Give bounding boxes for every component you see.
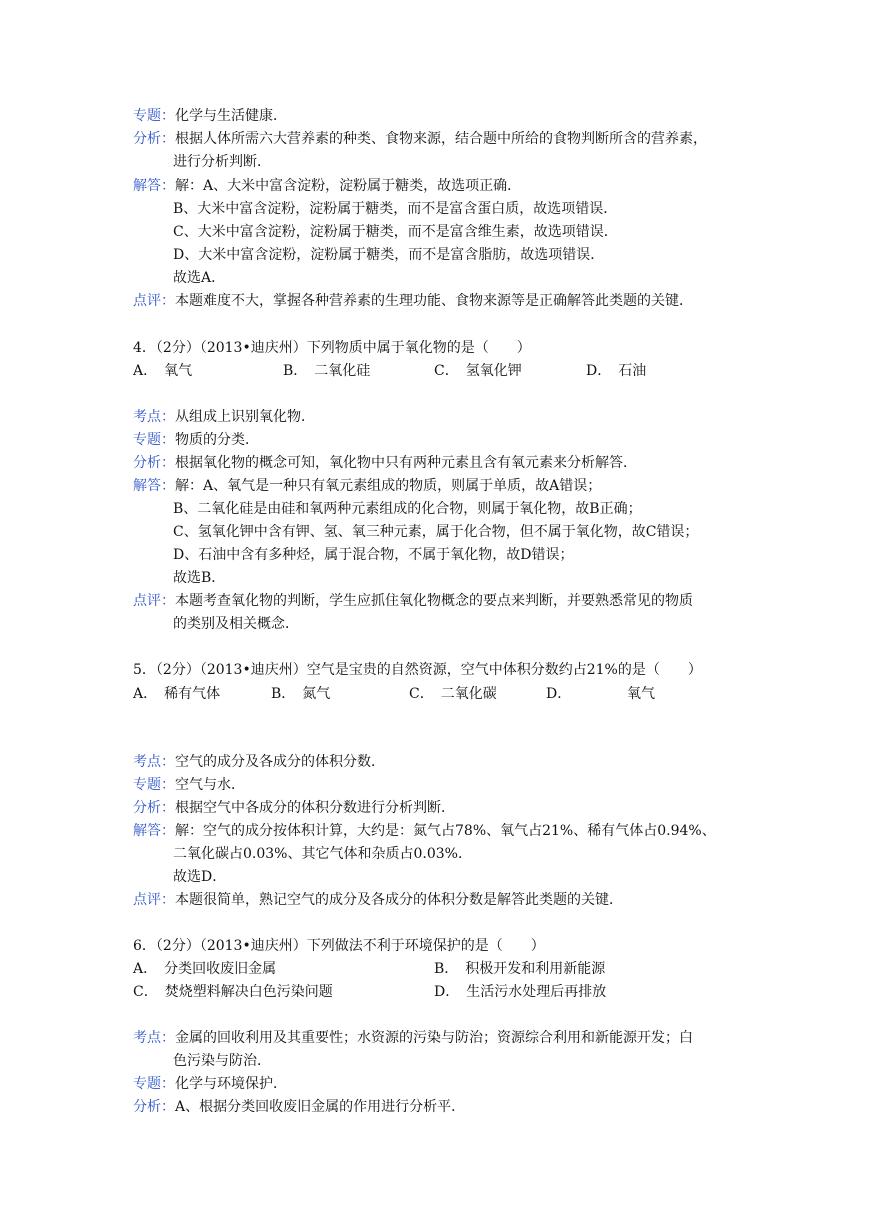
analysis-text-cont: 进行分析判断． bbox=[173, 154, 271, 170]
kaodian-row bbox=[133, 408, 315, 426]
option-d-letter: D． bbox=[546, 686, 572, 702]
analysis-text: A、根据分类回收废旧金属的作用进行分析平． bbox=[175, 1099, 466, 1115]
option-d: D． 石油 bbox=[586, 363, 647, 379]
topic-label: 专题： bbox=[133, 108, 175, 124]
kaodian-text: 金属的回收利用及其重要性；水资源的污染与防治；资源综合利用和新能源开发；白 bbox=[175, 1030, 693, 1046]
answer-line: D、大米中富含淀粉，淀粉属于糖类，而不是富含脂肪，故选项错误． bbox=[173, 247, 605, 263]
analysis-label: 分析： bbox=[133, 800, 175, 816]
option-a: A． 稀有气体 bbox=[133, 686, 221, 702]
answer-line: 故选A． bbox=[173, 270, 226, 286]
topic-label: 专题： bbox=[133, 432, 175, 448]
option-b: B． 积极开发和利用新能源 bbox=[434, 961, 606, 977]
answer-line: 故选D． bbox=[173, 869, 227, 885]
comment-row bbox=[133, 592, 693, 610]
topic-text: 化学与生活健康． bbox=[175, 108, 287, 124]
comment-row bbox=[133, 292, 693, 310]
question-stem: 6．（2分）（2013•迪庆州）下列做法不利于环境保护的是（ ） bbox=[133, 938, 545, 954]
analysis-text: 根据空气中各成分的体积分数进行分析判断． bbox=[175, 800, 455, 816]
option-c: C． 焚烧塑料解决白色污染问题 bbox=[133, 984, 333, 1000]
kaodian-row bbox=[133, 1029, 693, 1047]
question-stem: 4．（2分）（2013•迪庆州）下列物质中属于氧化物的是（ ） bbox=[133, 340, 531, 356]
kaodian-text: 从组成上识别氧化物． bbox=[175, 409, 315, 425]
comment-label: 点评： bbox=[133, 892, 175, 908]
option-b: B． 氮气 bbox=[271, 686, 331, 702]
option-a: A． 氧气 bbox=[133, 363, 193, 379]
answer-line: D、石油中含有多种烃，属于混合物，不属于氧化物，故D错误； bbox=[173, 547, 574, 563]
answer-row bbox=[133, 177, 521, 195]
kaodian-text: 空气的成分及各成分的体积分数． bbox=[175, 754, 385, 770]
answer-row bbox=[133, 822, 716, 840]
comment-text: 本题难度不大，掌握各种营养素的生理功能、食物来源等是正确解答此类题的关键． bbox=[175, 293, 693, 309]
answer-label: 解答： bbox=[133, 178, 175, 194]
kaodian-row bbox=[133, 753, 385, 771]
answer-row bbox=[133, 477, 601, 495]
analysis-label: 分析： bbox=[133, 131, 175, 147]
comment-text: 本题考查氧化物的判断，学生应抓住氧化物概念的要点来判断，并要熟悉常见的物质 bbox=[175, 593, 693, 609]
option-d: D． 生活污水处理后再排放 bbox=[434, 984, 607, 1000]
analysis-text: 根据氧化物的概念可知，氧化物中只有两种元素且含有氧元素来分析解答． bbox=[175, 455, 637, 471]
option-c: C． 氢氧化钾 bbox=[434, 363, 522, 379]
analysis-row bbox=[133, 799, 455, 817]
topic-label: 专题： bbox=[133, 1076, 175, 1092]
answer-line: B、二氧化硅是由硅和氧两种元素组成的化合物，则属于氧化物，故B正确； bbox=[173, 501, 642, 517]
answer-text: 解：A、氧气是一种只有氧元素组成的物质，则属于单质，故A错误； bbox=[175, 478, 602, 494]
answer-line: C、氢氧化钾中含有钾、氢、氧三种元素，属于化合物，但不属于氧化物，故C错误； bbox=[173, 524, 699, 540]
topic-label: 专题： bbox=[133, 777, 175, 793]
analysis-label: 分析： bbox=[133, 455, 175, 471]
topic-row bbox=[133, 776, 245, 794]
answer-label: 解答： bbox=[133, 823, 175, 839]
analysis-label: 分析： bbox=[133, 1099, 175, 1115]
topic-row bbox=[133, 107, 287, 125]
comment-text: 本题很简单，熟记空气的成分及各成分的体积分数是解答此类题的关键． bbox=[175, 892, 623, 908]
answer-label: 解答： bbox=[133, 478, 175, 494]
comment-text-cont: 的类别及相关概念． bbox=[173, 616, 299, 632]
comment-label: 点评： bbox=[133, 293, 175, 309]
comment-row bbox=[133, 891, 623, 909]
option-a: A． 分类回收废旧金属 bbox=[133, 961, 277, 977]
topic-text: 空气与水． bbox=[175, 777, 245, 793]
topic-text: 化学与环境保护． bbox=[175, 1076, 287, 1092]
answer-text: 解：A、大米中富含淀粉，淀粉属于糖类，故选项正确． bbox=[175, 178, 522, 194]
option-d-text: 氧气 bbox=[627, 686, 655, 702]
analysis-row bbox=[133, 454, 637, 472]
option-c: C． 二氧化碳 bbox=[409, 686, 497, 702]
option-b: B． 二氧化硅 bbox=[283, 363, 371, 379]
comment-label: 点评： bbox=[133, 593, 175, 609]
analysis-row bbox=[133, 130, 707, 148]
topic-row bbox=[133, 1075, 287, 1093]
question-stem: 5．（2分）（2013•迪庆州）空气是宝贵的自然资源，空气中体积分数约占21%的是（ ） bbox=[133, 662, 702, 678]
answer-line: 二氧化碳占0.03%、其它气体和杂质占0.03%． bbox=[173, 846, 472, 862]
kaodian-label: 考点： bbox=[133, 754, 175, 770]
analysis-text: 根据人体所需六大营养素的种类、食物来源，结合题中所给的食物判断所含的营养素， bbox=[175, 131, 707, 147]
topic-row bbox=[133, 431, 259, 449]
topic-text: 物质的分类． bbox=[175, 432, 259, 448]
kaodian-text-cont: 色污染与防治． bbox=[173, 1053, 271, 1069]
answer-text: 解：空气的成分按体积计算，大约是：氮气占78%、氧气占21%、稀有气体占0.94%、 bbox=[175, 823, 716, 839]
answer-line: C、大米中富含淀粉，淀粉属于糖类，而不是富含维生素，故选项错误． bbox=[173, 224, 618, 240]
answer-line: 故选B． bbox=[173, 570, 226, 586]
kaodian-label: 考点： bbox=[133, 409, 175, 425]
kaodian-label: 考点： bbox=[133, 1030, 175, 1046]
analysis-row bbox=[133, 1098, 465, 1116]
answer-line: B、大米中富含淀粉，淀粉属于糖类，而不是富含蛋白质，故选项错误． bbox=[173, 201, 618, 217]
